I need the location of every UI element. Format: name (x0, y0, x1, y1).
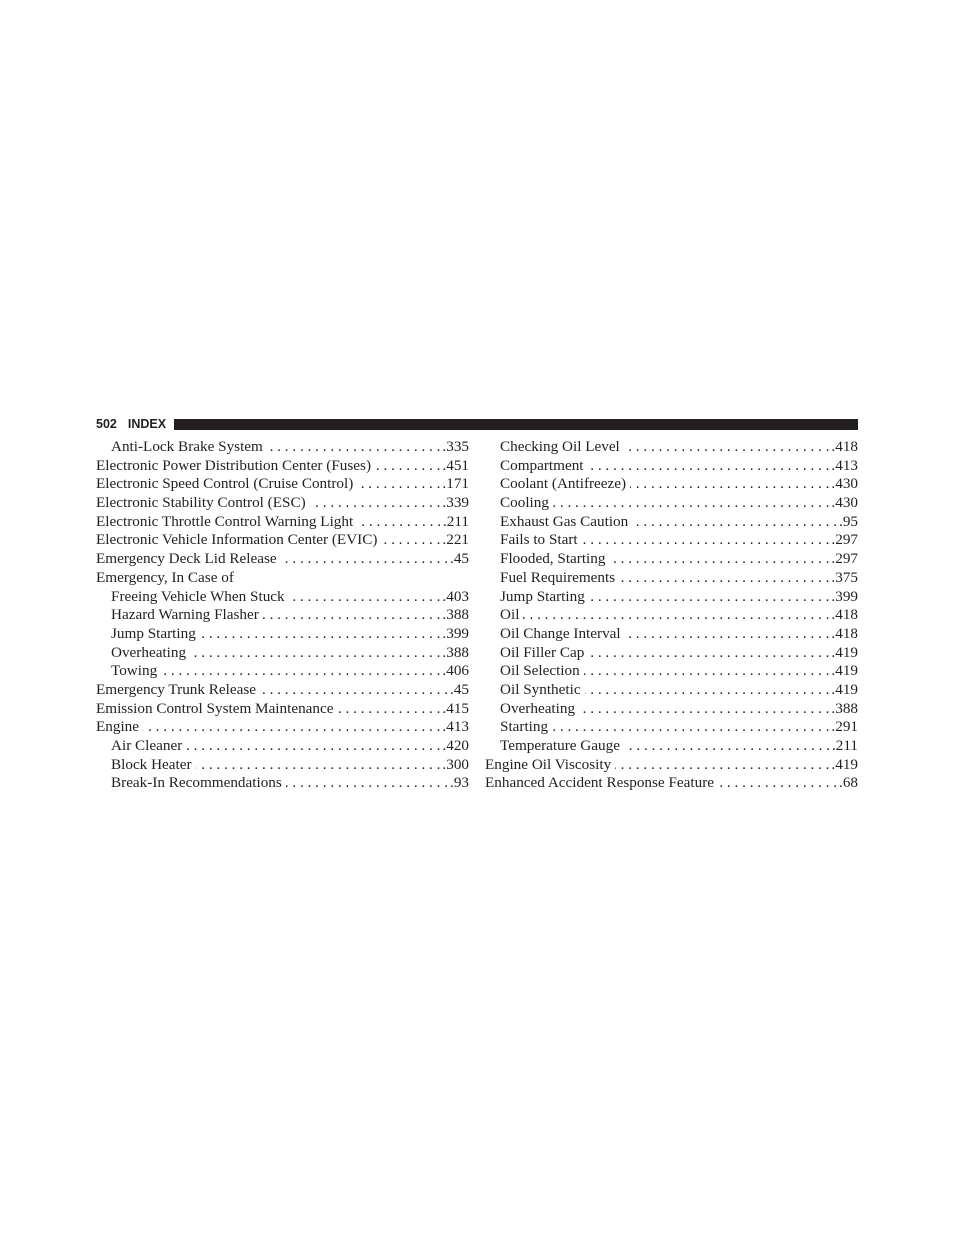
index-entry (96, 588, 469, 607)
index-entry-label: Engine (96, 718, 140, 736)
dot-leader (200, 625, 441, 644)
dot-leader (286, 774, 448, 793)
dot-leader (357, 475, 440, 494)
index-entry (485, 475, 858, 494)
index-entry-label: Enhanced Accident Response Feature (485, 774, 714, 792)
index-entry-page: .451 (442, 456, 469, 474)
index-entry (485, 625, 858, 644)
index-entry-label: Overheating (500, 699, 576, 717)
dot-leader (584, 662, 830, 681)
dot-leader (609, 550, 829, 569)
index-entry-page: .388 (831, 699, 858, 717)
index-entry (485, 662, 858, 681)
index-entry-page: .291 (831, 718, 858, 736)
index-entry-page: .413 (831, 456, 858, 474)
index-entry-label: Temperature Gauge (500, 737, 620, 754)
index-entry-label: Electronic Throttle Control Warning Light (96, 512, 354, 530)
dot-leader (585, 681, 830, 700)
dot-leader (553, 494, 829, 513)
dot-leader (624, 438, 830, 457)
dot-leader (338, 700, 441, 719)
index-column-right (485, 438, 858, 793)
index-entry-label: Anti-Lock Brake System (111, 438, 263, 455)
index-entry-page: .297 (831, 550, 858, 568)
index-entry-page: .418 (831, 606, 858, 624)
index-entry-page: .388 (442, 606, 469, 624)
index-entry-page: .95 (839, 512, 858, 530)
dot-leader (588, 457, 830, 476)
index-entry (485, 756, 858, 775)
index-entry (485, 700, 858, 719)
dot-leader (718, 774, 837, 793)
index-entry (96, 457, 469, 476)
index-entry-label: Air Cleaner (111, 737, 183, 754)
index-entry-label: Jump Starting (111, 624, 196, 642)
index-entry-label: Starting (500, 718, 549, 736)
index-entry-label: Checking Oil Level (500, 438, 620, 455)
index-entry-label: Overheating (111, 643, 187, 661)
index-entry-page: .300 (442, 755, 469, 773)
index-entry (485, 531, 858, 550)
index-entry-page: .413 (442, 718, 469, 736)
index-entry-page: .45 (450, 550, 469, 568)
index-entry-label: Cooling (500, 494, 549, 512)
index-entry-label: Compartment (500, 456, 584, 474)
index-entry (96, 494, 469, 513)
dot-leader (143, 718, 440, 737)
dot-leader (190, 644, 440, 663)
dot-leader (161, 662, 440, 681)
header-rule (174, 419, 858, 430)
index-entry-label: Electronic Speed Control (Cruise Control) (96, 475, 354, 493)
index-entry (96, 774, 469, 793)
index-entry (485, 774, 858, 793)
index-entry (485, 718, 858, 737)
index-column-left (96, 438, 469, 793)
dot-leader (582, 531, 830, 550)
dot-leader (624, 737, 830, 756)
index-entry-label: Emergency, In Case of (96, 568, 234, 586)
index-entry (485, 681, 858, 700)
index-entry (96, 681, 469, 700)
index-entry-page: .430 (831, 494, 858, 512)
index-entry-page: .297 (831, 531, 858, 549)
dot-leader (289, 588, 441, 607)
index-entry (96, 756, 469, 775)
dot-leader (186, 737, 440, 756)
dot-leader (260, 681, 448, 700)
index-entry-page: .339 (442, 494, 469, 512)
index-entry-label: Block Heater (111, 755, 192, 773)
index-entry (485, 588, 858, 607)
index-entry (96, 475, 469, 494)
index-entry (96, 550, 469, 569)
index-entry (96, 625, 469, 644)
index-entry-label: Electronic Vehicle Information Center (EVIC) (96, 531, 378, 549)
index-entry (96, 438, 469, 457)
index-entry (96, 718, 469, 737)
index-entry-page: .419 (831, 680, 858, 698)
index-entry-label: Fuel Requirements (500, 568, 616, 586)
index-entry-page: .45 (450, 680, 469, 698)
section-title: INDEX (127, 417, 167, 431)
index-entry-label: Towing (111, 662, 158, 680)
index-entry-label: Emergency Trunk Release (96, 680, 257, 698)
index-entry (485, 569, 858, 588)
index-entry-label: Flooded, Starting (500, 550, 606, 568)
index-entry (485, 737, 858, 756)
dot-leader (523, 606, 829, 625)
index-entry (96, 606, 469, 625)
index-entry-label: Exhaust Gas Caution (500, 512, 629, 530)
index-entry-page: .399 (831, 587, 858, 605)
index-entry-label: Emergency Deck Lid Release (96, 550, 277, 568)
index-entry-page: .171 (442, 475, 469, 493)
index-entry-page: .430 (831, 475, 858, 493)
index-entry-page: .211 (831, 737, 858, 754)
index-entry-label: Oil (500, 606, 520, 624)
index-entry-label: Oil Change Interval (500, 624, 621, 642)
index-entry-label: Electronic Stability Control (ESC) (96, 494, 306, 512)
index-entry (485, 457, 858, 476)
index-entry-page: .211 (442, 512, 469, 530)
index-entry (485, 606, 858, 625)
index-entry-label: Fails to Start (500, 531, 578, 549)
dot-leader (619, 569, 829, 588)
index-entry-label: Oil Selection (500, 662, 580, 680)
index-entry-label: Electronic Power Distribution Center (Fuses) (96, 456, 372, 474)
index-entry-label: Emission Control System Maintenance (96, 699, 334, 717)
dot-leader (552, 718, 829, 737)
dot-leader (589, 588, 830, 607)
index-entry-page: .403 (442, 587, 469, 605)
index-entry-label: Oil Synthetic (500, 680, 581, 698)
index-entry-page: .335 (442, 438, 469, 455)
dot-leader (263, 606, 441, 625)
dot-leader (357, 513, 441, 532)
index-entry (96, 531, 469, 550)
index-entry-label: Coolant (Antifreeze) (500, 475, 627, 493)
index-entry-page: .399 (442, 624, 469, 642)
dot-leader (615, 756, 829, 775)
index-entry (485, 644, 858, 663)
index-entry-page: .418 (831, 438, 858, 455)
index-entry (96, 700, 469, 719)
index-entry (485, 438, 858, 457)
dot-leader (281, 550, 448, 569)
dot-leader (630, 475, 829, 494)
index-entry-label: Break-In Recommendations (111, 774, 282, 792)
dot-leader (579, 700, 829, 719)
index-entry-page: .418 (831, 624, 858, 642)
index-entry-label: Engine Oil Viscosity (485, 755, 612, 773)
index-entry-page: .419 (831, 662, 858, 680)
index-entry-page: .68 (839, 774, 858, 792)
index-entry-page: .388 (442, 643, 469, 661)
index-entry-label: Freeing Vehicle When Stuck (111, 587, 285, 605)
dot-leader (625, 625, 830, 644)
index-entry (485, 550, 858, 569)
index-entry-page: .375 (831, 568, 858, 586)
dot-leader (375, 457, 440, 476)
index-entry-label: Jump Starting (500, 587, 585, 605)
index-entry (96, 644, 469, 663)
index-entry-page: .420 (442, 737, 469, 754)
index-entry-page: .415 (442, 699, 469, 717)
index-entry-page: .406 (442, 662, 469, 680)
dot-leader (310, 494, 441, 513)
index-entry (96, 662, 469, 681)
dot-leader (381, 531, 440, 550)
page-header (96, 417, 858, 431)
dot-leader (267, 438, 441, 457)
index-entry (485, 513, 858, 532)
index-entry-label: Oil Filler Cap (500, 643, 585, 661)
index-entry-page: .419 (831, 755, 858, 773)
index-entry-page: .419 (831, 643, 858, 661)
index-entry-label: Hazard Warning Flasher (111, 606, 259, 624)
index-entry-page: .221 (442, 531, 469, 549)
index-entry (96, 569, 469, 588)
page-number: 502 (96, 417, 117, 431)
index-entry (96, 513, 469, 532)
dot-leader (588, 644, 829, 663)
index-entry-page: .93 (450, 774, 469, 792)
index-entry (96, 737, 469, 756)
dot-leader (632, 513, 837, 532)
dot-leader (196, 756, 441, 775)
index-entry (485, 494, 858, 513)
